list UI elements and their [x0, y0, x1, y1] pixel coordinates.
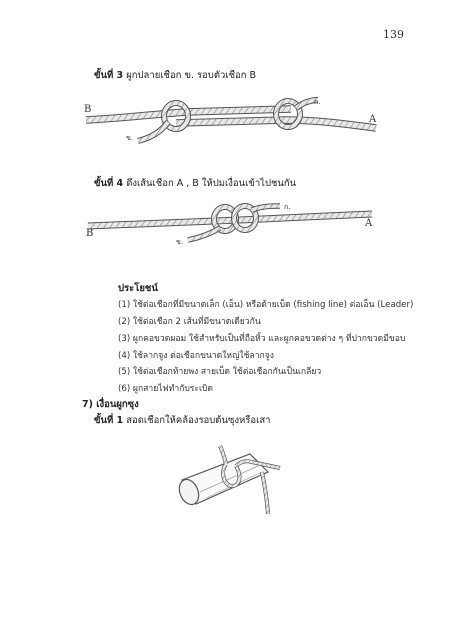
step-1-text: สอดเชือกให้คล้องรอบต้นซุงหรือเสา	[126, 415, 271, 426]
benefit-item-6: (6) ผูกสายไฟทำกับระเบิด	[118, 384, 214, 394]
fig2-label-B: B	[86, 228, 94, 239]
step-1-label: ขั้นที่ 1	[94, 415, 124, 426]
fig1-label-A: A	[369, 114, 377, 125]
fig1-label-kho: ข.	[126, 134, 134, 142]
figure-knot-step-4	[80, 200, 380, 248]
step-3-line	[94, 68, 256, 83]
fig1-label-kor: ก.	[314, 98, 321, 106]
benefit-item-3: (3) ผูกคอขวดผอม ใช้สำหรับเป็นที่ถือหิ้ว และผูกคอขวดต่าง ๆ ที่ปากขวดมีขอบ	[118, 334, 406, 344]
figure-knot-step-3	[76, 92, 396, 152]
fig2-label-kho: ข.	[176, 238, 184, 246]
benefit-item-2: (2) ใช้ต่อเชือก 2 เส้นที่มีขนาดเดียวกัน	[118, 317, 261, 327]
benefit-item-1: (1) ใช้ต่อเชือกที่มีขนาดเล็ก (เอ็น) หรือด้ายเบ็ด (fishing line) ต่อเอ็น (Leader)	[118, 300, 414, 310]
benefit-item-4: (4) ใช้ลากจูง ต่อเชือกขนาดใหญ่ใช้ลากจูง	[118, 351, 274, 361]
page-number: 139	[383, 28, 404, 41]
benefit-item-5: (5) ใช้ต่อเชือกท้ายพง สายเบ็ด ใช้ต่อเชือกกันเป็นเกลียว	[118, 367, 322, 377]
step-4-text: ดึงเส้นเชือก A , B ให้ปมเงื่อนเข้าไปชนกัน	[126, 178, 297, 189]
fig2-label-A: A	[365, 218, 373, 229]
fig2-label-kor: ก.	[284, 203, 291, 211]
step-3-text: ผูกปลายเชือก ข. รอบตัวเชือก B	[126, 70, 257, 81]
step-1-line	[94, 413, 271, 428]
section-7-title: 7) เงื่อนผูกซุง	[82, 399, 139, 410]
fig1-label-B: B	[84, 104, 92, 115]
figure-timber-hitch-step-1	[170, 442, 290, 517]
step-3-label: ขั้นที่ 3	[94, 70, 124, 81]
step-4-label: ขั้นที่ 4	[94, 178, 124, 189]
step-4-line	[94, 176, 296, 191]
benefits-heading: ประโยชน์	[118, 283, 158, 294]
